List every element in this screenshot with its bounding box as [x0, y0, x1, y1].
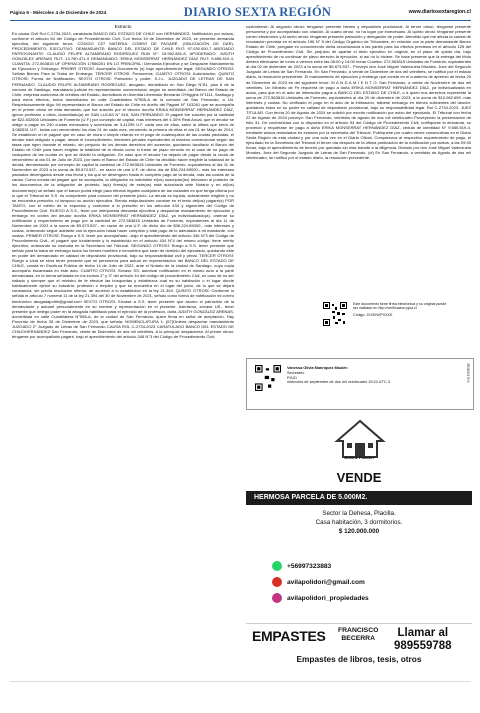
bookbinding-tagline: Empastes de libros, tesis, otros — [296, 654, 422, 664]
signature-side-code: 3R1E8Y17H4 — [466, 363, 470, 383]
property-description — [246, 509, 472, 536]
real-estate-ad — [246, 413, 472, 623]
description-line-2: Casa habitación, 3 dormitorios. — [315, 519, 403, 526]
bookbinding-ad — [246, 623, 472, 674]
verification-note — [353, 302, 449, 317]
article-text-2: custódiense. Al segundo otrosí: ténganse presente bienes y depositario provisional. Al tercer otrosí: ténganse presente personería y por acompañado con citación. Al cuarto otrosí: no ha lugar por innecesario. Al quinto otrosí: ténganse presente correo electrónico y Al sexto otrosí: ténganse presente patrocinio y delegación de poder. Atendido que me afecta la causal de recusación prevista en el artículo 196 N° 5 del Código Orgánico de Tribunales, en relación con la parte demandante Banco Estado de Chile, póngase en conocimiento dicha circunstancia a las partes para los efectos previstos en el artículo 125 del Código de Procedimiento Civil. Sin perjuicio de apartar el título ejecutivo en original, en el plazo de quinto día, bajo apercibimiento de no continuar de pleno derecho la ejecución, si así no lo hiciere. Se hace presente que la entrega del título deberá efectuarse de lunes a viernes entre las 08:00 y 14:00 horas Cuantía: 272,563815 Unidades de Fomento, equivalentes al día 02 de diciembre de 2023 a la suma de $9.873.537.- Proveyó don José Miguel Valenzuela Morales, Juez del Segundo Juzgado de Letras de San Fernando. En San Fernando, a veinte de Diciembre de dos mil veintitrés, se notificó por el estado diario, la resolución precedente. El mandamiento de ejecución y embargo que consta en el cuaderno de apremio de fecha 20 de Diciembre de 2023 es del siguiente tenor: M A N D A M I E N T O. San Fernando, a veinte de Noviembre de dos mil veintitrés. Un Ministro de Fe requerirá de pago a doña ERIKA MONSERRAT HERNÁNDEZ DÍAZ, ya individualizada en autos, para que en el acto de intimación pague a BANCO DEL ESTADO DE CHILE, o a quien sus derechos represente la suma de 272,563815 Unidades de Fomento, equivalentes al día 20 de diciembre de 2023, a la suma de $10.082.659. más intereses y costas. No verificado el pago en el acto de la intimación, trábese embargo en bienes suficientes del deudor, quedando éstos en su poder en calidad de depositario provisional, bajo su responsabilidad legal. Rol C-2734-2023. JUEZ TITULAR. Con fecha 20 de Agosto de 2024 se solicitó por escrito notificación por aviso del ejecutado. El Tribunal con fecha 22 de Agosto de 2024 proveyó: San Fernando, veintidós de agosto de dos mil veinticuatro Proveyendo la presentación de folio 31. De conformidad con lo dispuesto en el artículo 54 del Código de Procedimiento Civil, notifíquese la demanda, su proveído y requiérase de pago a doña ERIKA MONSERRAT HERNÁNDEZ DÍAZ, cédula de identidad N° 9.656.519-4, mediante avisos redactados en extracto por la secretaria del Tribunal. Publíquese por cuatro veces consecutivas en el Diario Sexta Región de esta ciudad y por una sola vez en el Diario Oficial. Compárezca al respectivo requerimiento de pago, el ejecutado en la Secretaría del Tribunal el tercer día después de la última publicación de la notificación por avisos, a las 09:30 horas, bajo el apercibimiento de tenerlo por quedado sin más trámite a la diligencia. Dictado por don José Miguel Valenzuela Morales, Juez del Segundo Juzgado de Letras de San Fernando. (vf) En San Fernando, a veintidós de Agosto de dos mil veinticuatro, se notificó por el estado diario, la resolución precedente. — [246, 24, 471, 161]
email-contact[interactable] — [272, 577, 472, 587]
page-date: Página 6 - Miércoles 4 de Diciembre de 2024 — [10, 9, 107, 15]
bookbinder-first-name: FRANCISCO — [338, 627, 379, 634]
bookbinder-last-name: BECERRA — [341, 635, 376, 642]
instagram-handle: avilapolidori_propiedades — [287, 594, 369, 602]
call-number[interactable]: 989559788 — [394, 639, 452, 652]
article-column-1 — [12, 24, 234, 339]
signer-name: Vanessa Olivia Manríquez Maulén — [287, 366, 348, 370]
article-title: Extracto — [114, 24, 132, 29]
verification-code: Código: JXXKNXPXXXE — [353, 312, 393, 317]
footer-divider — [10, 681, 471, 682]
instagram-icon — [272, 593, 282, 603]
phone-number: +56997323883 — [287, 562, 332, 570]
signature-date: miércoles de septiembre de dos mil veinticuatro 15:24 UTC-3 — [287, 380, 390, 385]
sale-heading: VENDE — [246, 467, 472, 489]
header-divider — [10, 20, 471, 21]
property-banner: HERMOSA PARCELA DE 5.000M2. — [246, 491, 472, 505]
signature-block — [246, 358, 474, 410]
whatsapp-contact[interactable] — [272, 561, 472, 571]
bookbinding-title: EMPASTES — [252, 628, 326, 644]
bookbinder-name — [338, 627, 378, 643]
article-text-1: En causa Civil Rol C-2734-2023, caratulada BANCO DEL ESTADO DE CHILE con HERNÁNDEZ. Notificación por avisos, conforme el artículo 54 del Código de Procedimiento Civil. Con fecha 19 de Diciembre de 2023, se presentó demanda ejecutiva, del siguiente tenor: CÓDIGO C07 MATERIA: COBRO DE PAGARÉ. (OBLIGACIÓN DE DAR). PROCEDIMIENTO: EJECUTIVO. DEMANDANTE: BANCO DEL ESTADO DE CHILE RUT: 97.030.000-7 ABOGADO PATROCINANTE: CLAUDIO FELIPE ALTAMIRANO RODRÍGUEZ RUN N°: 15.962.851-8. APODERADO: JUDITH GONZÁLEZ ARENAS RUT: 13.780.471-9 DEMANDADO: ERIKA MONSERRAT HERNÁNDEZ DÍAZ RUT: 9.656.519-4. CUANTÍA: 272,563815 UF OPERACIÓN 17566201 EN LO PRINCIPAL: Demanda Ejecutiva y se Despache Mandamiento de Ejecución y Embargo; PRIMER OTROSÍ: Acompaña Documento (s) bajo apercibimiento legal; SEGUNDO OTROSÍ: Señala Bienes Para la Traba de Embargo; TERCER OTROSÍ: Personería; CUARTO OTROSÍ: Autorización; QUINTO OTROSÍ: Forma de Notificación; SEXTO OTROSÍ: Patrocinio y poder. S.J.L. JUZGADO DE LETRAS DE SAN FERNANDO. CLAUDIO FELIPE ALTAMIRANO RODRÍGUEZ, abogado, domiciliado en San Diego N°81, piso 8 de la comuna de Santiago, mandatario judicial en representación convencional, según se acreditará, del Banco del Estado de Chile, empresa autónoma de créditos del Estado, domiciliado en Avenida Libertador Bernardo O'Higgins N°1111, Santiago y para estos efectos, todos domiciliados en calle Cuadrilatera N°565-A de la comuna de San Fernando, a Ud. Respetuosamente digo: Mi representado el Banco del Estado de Chile es dueño del Pagaré N° 103261 que se acompaña en el primer otrosí de esta demanda, que fue suscrito por el deudor don/ña ERIKA MONSERRAT HERNÁNDEZ DÍAZ, ignoro profesión u oficio, domiciliado(a) en SAN LUCAS N° 616, SAN FERNANDO. El pagaré fue suscrito por la cantidad de $22.832600 Unidades de Fomento (U.F.) por concepto de capital, más intereses del 4,30% Real Anual, que el deudor se obligó a pagar en 240 cuotas mensuales y sucesivas de 3,41295 U.F. cada una de ellas, salvo la última que sería de 3,080531 U.F., todas con vencimiento los días 01 de cada mes, venciendo la primera de ellas el día 01 de Mayo de 2014. Se estableció en el pagaré que en caso de mora o simple retardo en el pago de cualesquiera de las cuotas pactadas, el deudor está obligado a pagar, desde el incumplimiento, intereses penales equivalentes al máximo convencional según las tasas que rigen durante el retardo, sin perjuicio de los demás derechos del acreedor, quedando facultado el Banco del Estado de Chile para hacer exigible la totalidad de la deuda como si fuese de plazo vencido en el caso de no pago de cualquiera de las cuotas en que se dividió la obligación. En caso que el deudor ha dejado de pagar desde la cuota de vencimiento al día 01 de Julio de 2023, por tanto el Banco del Estado de Chile ha decidido hacer exigible la totalidad de la deuda, demandando por concepto de capital la cantidad de 272,563815 Unidades de Fomento, equivalentes al día 11 de Noviembre de 2023 a la suma de $9.873.537.- en razón de una U.F. de dicho día de $36.224.69000.- más los intereses pactados devengados desde esa fecha y los que se devenguen hasta el completo pago de la deuda, más las costas de la causa. Como consta del pagaré que se acompaña, la obligación es indivisible el(os) suscriptor(es) relevaron al portador de los documentos de la obligación de protesto, la(s) firma(s) de este(os) está autorizada ante Notario y en el(los) documento(s) se señaló que el banco podrá elegir para efectos legales cualquiera de las ciudades en que tenga oficina por lo que el Tribunal de S.S. es competente para conocer del presente juicio. La deuda es líquida, actualmente exigible y no se encuentra prescrita, ni tampoco su acción ejecutiva. Siendo estipulaciones constan en el texto del(os) pagaré(s) POR TANTO, con el mérito de lo expuesto y conforme a lo prescrito en los artículos 434 y siguientes del Código de Procedimiento Civil. RUEGO A S.S., tener por interpuesta demanda ejecutiva y despachar mandamiento de ejecución y embargo en contra del deudor don/ña ERIKA MONSERRAT HERNÁNDEZ DÍAZ, ya individualizado(a), ordenar su notificación y requerimiento de pago por la cantidad de 272,563815 Unidades de Fomento, equivalentes al día 11 de Noviembre de 2023 a la suma de $9.873.537.- en razón de una U.F. de dicho día de $36.224.69000.- más intereses y costas, ordenando seguir adelante con la ejecución hasta hacer cumplido y total pago de lo adeudado a mi mandante, con costas. PRIMER OTROSÍ: Ruego a S.S. tener por acompañado –bajo el apercibimiento del artículo 346 N°3 del Código de Procedimiento Civil– el pagaré que fundamenta y lo establecido en el artículo 434 N°4 del mismo código; tiene mérito ejecutivo, ordenando su custodia en la Secretaría del Tribunal. SEGUNDO OTROSÍ: Ruego a S.S. tener presente que señalo para la traba de embargo todos los bienes muebles e inmuebles que sean de dominio del ejecutado, quedando éste en poder del demandado en calidad de depositario provisional, bajo su responsabilidad civil y penal. TERCER OTROSÍ: Ruego a Usía se sirva tener presente que mi personería para actuar en representación del BANCO DEL ESTADO DE CHILE, consta en Escritura Pública de fecha 14 de Julio de 2022, ante el Notario de la ciudad de Santiago, cuya copia acompaño escaneada en este acto. CUARTO OTROSÍ: Sírvase SS. autorizar notificación en el mismo acto a la parte demandada, en la forma señalada en los incisos 2° y 3° del artículo 44 del código de procedimiento Civil, en caso de no ser hallado y siempre que el ministro de fe efectué las búsquedas y establezca cuál es su habitación o el lugar donde habitualmente ejerce su industria, profesión o empleo y que se encuentra en el lugar del juicio, de lo que se dejará constancia, sin previa resolución ulterior, de acuerdo a lo establecido en la ley 21.394. QUINTO OTROSÍ: Conforme lo señala el artículo 7 numeral 11 de la ley 21.394 del 30 de Noviembre de 2021, señalo como forma de notificación mi correo electrónico abogadajudith@gmail.com SEXTO OTROSÍ: Sírvase a S.S. tener presente que asumo el patrocinio de la demandante y actuaré personalmente en su nombre y representación en el presente. Asimismo, sírvase US., tener presente que delego poder en la abogada habilitada para el ejercicio de la profesión, doña JUDITH GONZÁLEZ ARENAS, domiciliada en calle Cuadrilatera N°565-A, de la ciudad de San Fernando, quien firma en señal de aceptación. Hay Proveído de fecha 28 de Diciembre de 2023, que señala: NOMENCLATURA 1. [67]Ordena despachar mandamiento JUZGADO 2° Juzgado de Letras de San Fernando CAUSA ROL C-2734-2023 CARATULADO BANCO DEL ESTADO DE CHILE/HERNÁNDEZ San Fernando, veinte de Diciembre de dos mil veintitrés. A lo principal: despáchese. Al primer otrosí: ténganse por acompañado pagaré, bajo el apercibimiento del artículo 346 N°3 del Código de Procedimiento Civil; — [12, 31, 234, 339]
agency-logo-text: Avila & Polidori — [344, 455, 374, 460]
signer-role: Secretario — [287, 370, 305, 375]
page-header — [10, 4, 471, 20]
website-link[interactable]: www.diariosextaregion.cl — [408, 9, 471, 15]
signature-qr-icon — [255, 365, 281, 391]
newspaper-title: DIARIO SEXTA REGIÓN — [183, 4, 332, 19]
qr-code-icon — [323, 302, 347, 326]
verification-note-text: Este documento tiene firma electrónica y su original puede ser validado en http://verificacion.pjud.cl — [353, 302, 447, 311]
article-column-2 — [246, 24, 471, 160]
instagram-contact[interactable] — [272, 593, 472, 603]
signature-text — [287, 359, 390, 409]
whatsapp-icon — [272, 561, 282, 571]
call-label: Llamar al — [397, 627, 449, 639]
bookbinding-call — [394, 627, 452, 652]
signer-org: PJUD — [287, 375, 297, 380]
property-price: $ 120.000.000 — [338, 528, 380, 535]
email-icon — [272, 577, 282, 587]
email-address: avilapolidori@gmail.com — [287, 578, 365, 586]
description-line-1: Sector la Dehesa, Placilla. — [322, 510, 396, 517]
